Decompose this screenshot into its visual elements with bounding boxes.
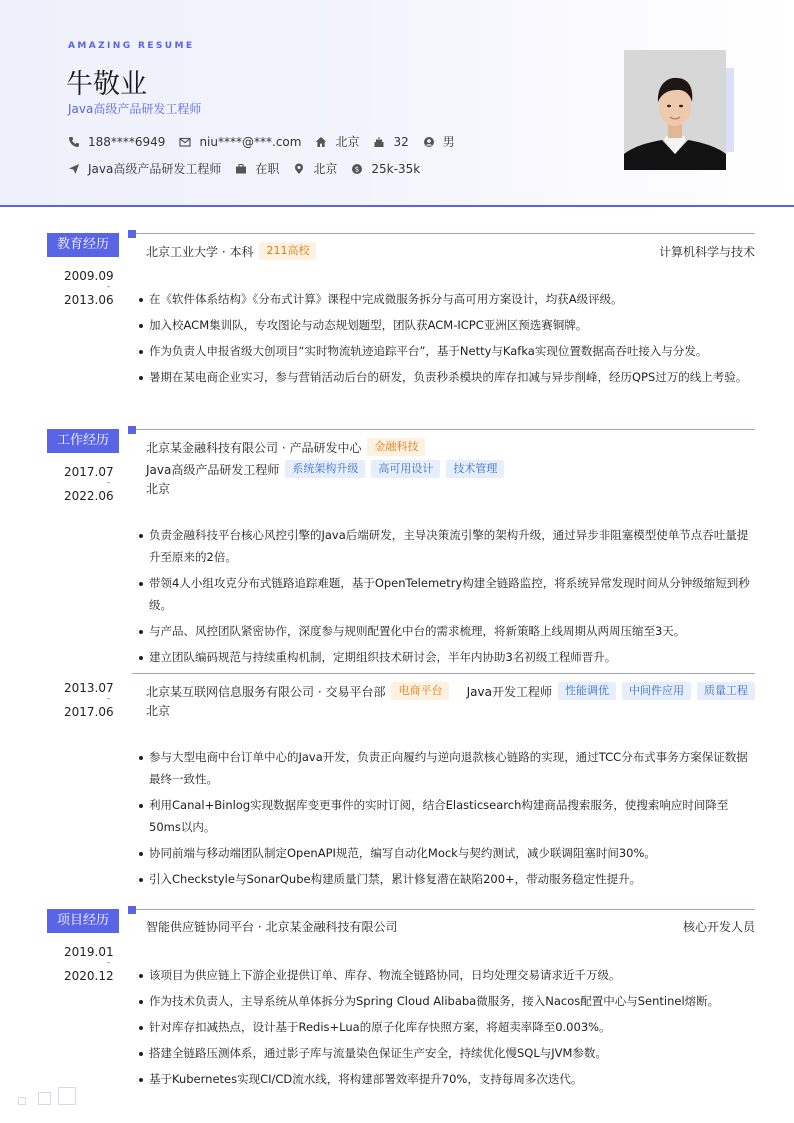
company-name: 北京某互联网信息服务有限公司 · 交易平台部 [146, 684, 386, 699]
skill-tag: 中间件应用 [622, 682, 691, 700]
corner-decoration [18, 1097, 26, 1105]
gender-icon [423, 136, 435, 148]
job-end-date: 2017.06 [64, 705, 114, 719]
job-start-date: 2013.07 [64, 681, 114, 695]
age-info [373, 135, 408, 149]
phone-info [68, 135, 165, 149]
position-title: Java高级产品研发工程师 [146, 462, 280, 477]
list-item: 搭建全链路压测体系，通过影子库与流量染色保证生产安全，持续优化慢SQL与JVM参数。 [137, 1042, 755, 1064]
list-item: 针对库存扣减热点，设计基于Redis+Lua的原子化库存快照方案，将超卖率降至0.003%。 [137, 1016, 755, 1038]
job-bullets [137, 746, 755, 894]
section-divider [136, 429, 755, 430]
gender-info [423, 133, 455, 150]
project-bullets [137, 964, 755, 1094]
salary-icon [351, 163, 363, 175]
industry-tag: 电商平台 [391, 682, 449, 700]
phone-icon [68, 136, 80, 148]
portrait-illustration [624, 50, 726, 170]
industry-tag: 金融科技 [367, 438, 425, 456]
education-bullets [137, 288, 755, 392]
job-intent-row [68, 160, 434, 177]
home-icon [315, 136, 327, 148]
send-icon [68, 163, 80, 175]
list-item: 负责金融科技平台核心风控引擎的Java后端研发，主导决策流引擎的架构升级，通过异步非阻塞模型使单节点吞吐量提升至原来的2倍。 [137, 524, 755, 568]
header-divider [0, 205, 794, 207]
age-text: 32 [393, 134, 409, 149]
profile-photo [624, 50, 726, 170]
list-item: 暑期在某电商企业实习，参与营销活动后台的研发，负责秒杀模块的库存扣减与异步削峰，经历QPS过万的线上考验。 [137, 366, 755, 388]
list-item: 与产品、风控团队紧密协作，深度参与规则配置化中台的需求梳理，将新策略上线周期从两周压缩至3天。 [137, 620, 755, 642]
skill-tag: 系统架构升级 [285, 460, 365, 478]
list-item: 参与大型电商中台订单中心的Java开发，负责正向履约与逆向退款核心链路的实现，通过TCC分布式事务方案保证数据最终一致性。 [137, 746, 755, 790]
salary-text: 25k-35k [371, 161, 421, 176]
list-item: 作为技术负责人，主导系统从单体拆分为Spring Cloud Alibaba微服务，接入Nacos配置中心与Sentinel熔断。 [137, 990, 755, 1012]
education-start-date: 2009.09 [64, 269, 114, 283]
phone-text: 188****6949 [88, 134, 166, 149]
position-title: Java开发工程师 [466, 684, 552, 699]
corner-decoration [38, 1092, 51, 1105]
employment-status-text: 在职 [255, 162, 280, 176]
school-tag: 211高校 [259, 242, 316, 260]
candidate-name: 牛敬业 [66, 69, 147, 100]
project-header-row [146, 918, 755, 935]
list-item: 加入校ACM集训队，专攻图论与动态规划题型，团队获ACM-ICPC亚洲区预选赛铜牌。 [137, 314, 755, 336]
corner-decoration [58, 1087, 76, 1105]
section-label-education: 教育经历 [47, 233, 119, 257]
target-position-text: Java高级产品研发工程师 [88, 162, 222, 176]
school-name: 北京工业大学 · 本科 [146, 244, 254, 259]
skill-tag: 质量工程 [697, 682, 755, 700]
list-item: 作为负责人申报省级大创项目“实时物流轨迹追踪平台”，基于Netty与Kafka实现位置数据高吞吐接入与分发。 [137, 340, 755, 362]
education-header-row [146, 242, 755, 260]
target-city-text: 北京 [313, 162, 338, 176]
list-item: 利用Canal+Binlog实现数据库变更事件的实时订阅，结合Elasticsearch构建商品搜索服务，使搜索响应时间降至50ms以内。 [137, 794, 755, 838]
list-item: 建立团队编码规范与持续重构机制，定期组织技术研讨会，半年内协助3名初级工程师晋升。 [137, 646, 755, 668]
section-marker [128, 426, 136, 434]
employment-status-info [235, 160, 279, 177]
hometown-info [315, 133, 359, 150]
job-company-row [146, 438, 755, 456]
gender-text: 男 [442, 135, 455, 149]
list-item: 在《软件体系结构》《分布式计算》课程中完成微服务拆分与高可用方案设计，均获A级评级。 [137, 288, 755, 310]
email-icon [179, 136, 191, 148]
date-range-dash: - [107, 282, 111, 292]
project-name: 智能供应链协同平台 · 北京某金融科技有限公司 [146, 920, 398, 934]
skill-tag: 高可用设计 [371, 460, 440, 478]
job-city: 北京 [146, 704, 171, 718]
company-name: 北京某金融科技有限公司 · 产品研发中心 [146, 440, 362, 455]
section-divider [136, 233, 755, 234]
job-start-date: 2017.07 [64, 465, 114, 479]
svg-text:$: $ [355, 165, 360, 174]
target-position-info [68, 160, 221, 177]
email-text: niu****@***.com [199, 134, 302, 149]
skill-tag: 技术管理 [446, 460, 504, 478]
job-divider [132, 673, 755, 674]
section-marker [128, 906, 136, 914]
list-item: 协同前端与移动端团队制定OpenAPI规范，编写自动化Mock与契约测试，减少联调阻塞时间30%。 [137, 842, 755, 864]
hometown-text: 北京 [335, 135, 360, 149]
location-pin-icon [293, 163, 305, 175]
briefcase-icon [235, 163, 247, 175]
section-divider [136, 909, 755, 910]
section-label-work: 工作经历 [47, 429, 119, 453]
list-item: 该项目为供应链上下游企业提供订单、库存、物流全链路协同，日均处理交易请求近千万级。 [137, 964, 755, 986]
header-tagline: AMAZING RESUME [68, 41, 195, 51]
date-range-dash: - [107, 958, 111, 968]
section-marker [128, 230, 136, 238]
target-city-info [293, 160, 337, 177]
project-role: 核心开发人员 [682, 920, 755, 934]
job-end-date: 2022.06 [64, 489, 114, 503]
job-city: 北京 [146, 482, 171, 496]
job-bullets [137, 524, 755, 672]
project-end-date: 2020.12 [64, 969, 114, 983]
list-item: 带领4人小组攻克分布式链路追踪难题，基于OpenTelemetry构建全链路监控，将系统异常发现时间从分钟级缩短到秒级。 [137, 572, 755, 616]
cake-icon [373, 136, 385, 148]
skill-tag: 性能调优 [558, 682, 616, 700]
job-position-row [146, 460, 755, 478]
profile-photo-frame [624, 50, 734, 170]
contact-info-row [68, 133, 469, 150]
date-range-dash: - [107, 478, 111, 488]
list-item: 引入Checkstyle与SonarQube构建质量门禁，累计修复潜在缺陷200+，带动服务稳定性提升。 [137, 868, 755, 890]
candidate-title: Java高级产品研发工程师 [68, 102, 202, 116]
education-end-date: 2013.06 [64, 293, 114, 307]
date-range-dash: - [107, 694, 111, 704]
list-item: 基于Kubernetes实现CI/CD流水线，将构建部署效率提升70%，支持每周多次迭代。 [137, 1068, 755, 1090]
major-name: 计算机科学与技术 [658, 244, 755, 259]
job-company-row [146, 682, 755, 700]
section-label-project: 项目经历 [47, 909, 119, 933]
salary-info [351, 162, 420, 176]
project-start-date: 2019.01 [64, 945, 114, 959]
email-info [179, 135, 301, 149]
